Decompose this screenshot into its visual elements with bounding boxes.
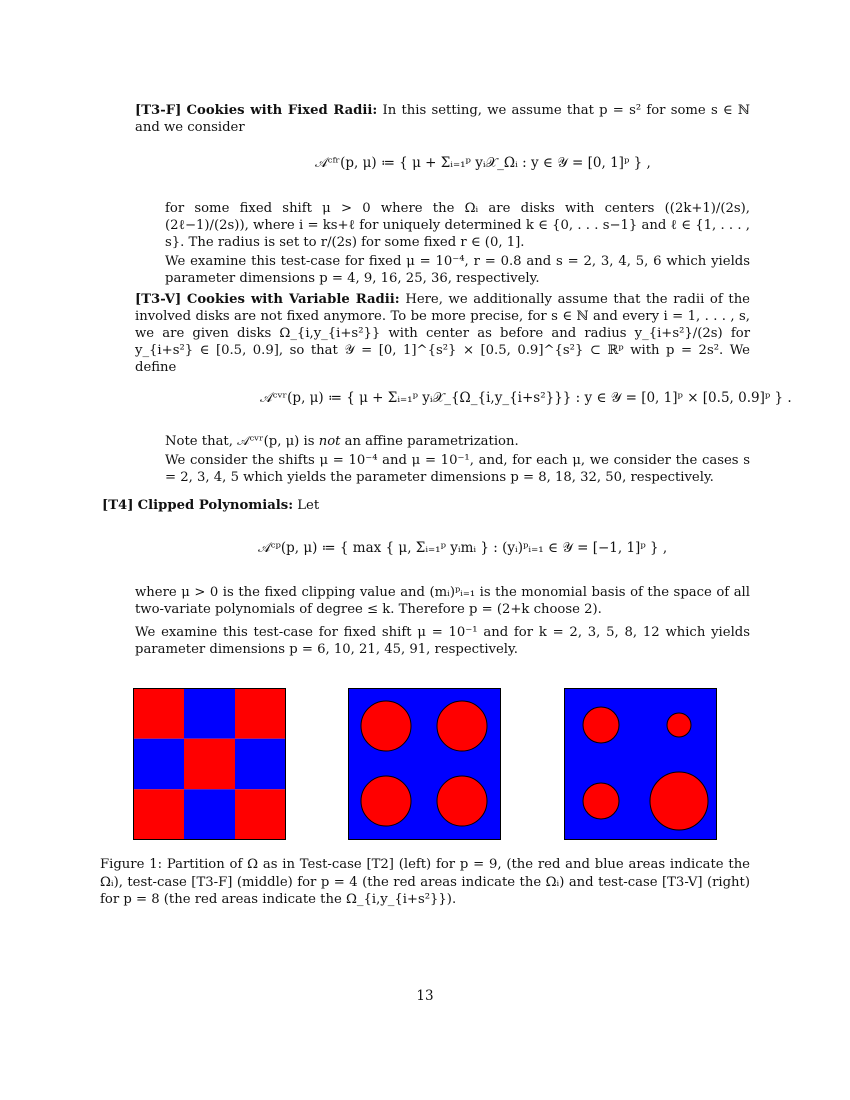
t3f-tag: [T3-F] — [135, 103, 182, 118]
figure-right-variable-disks — [564, 688, 717, 840]
checker-cell — [235, 789, 286, 840]
t3v-intro-text: Here, we additionally assume that the radii of the involved disks are not fixed anymore. To be more precise, for s ∈ ℕ and every i = 1, . . . , s, we are given disks Ω_{i,y_{i+s²}} with center as before and radius y_{i+s²}/(2s) for y_{i+s²} ∈ [0.5, 0.9], so that 𝒴 = [0, 1]^{s²} × [0.5, 0.9]^{s²} ⊂ ℝᵖ with p = 2s². We define — [135, 292, 750, 375]
checker-cell — [235, 739, 286, 790]
t3v-note-post: an affine parametrization. — [340, 434, 519, 449]
figure-left-checkerboard — [133, 688, 286, 840]
checker-cell — [184, 688, 235, 739]
t3v-tag: [T3-V] — [135, 292, 182, 307]
t3v-note-em: not — [318, 434, 341, 449]
t3f-heading: Cookies with Fixed Radii: — [186, 103, 378, 118]
disk — [583, 707, 619, 743]
t4-after1: where μ > 0 is the fixed clipping value and (mᵢ)ᵖᵢ₌₁ is the monomial basis of the space of all two-variate polynomials of degree ≤ k. Therefore p = (2+k choose 2). — [135, 585, 750, 617]
t4-intro-text: Let — [297, 498, 320, 513]
t3v-heading: Cookies with Variable Radii: — [186, 292, 400, 307]
t3f-after2: We examine this test-case for fixed μ = 10⁻⁴, r = 0.8 and s = 2, 3, 4, 5, 6 which yields parameter dimensions p = 4, 9, 16, 25, 36, respectively. — [165, 254, 750, 286]
checker-cell — [184, 739, 235, 790]
page-number: 13 — [416, 988, 434, 1004]
disk — [650, 772, 708, 830]
t3f-after1: for some fixed shift μ > 0 where the Ωᵢ are disks with centers ((2k+1)/(2s), (2ℓ−1)/(2s)), where i = ks+ℓ for uniquely determined k ∈ {0, . . . s−1} and ℓ ∈ {1, . . . , s}. The radius is set to r/(2s) for some fixed r ∈ (0, 1]. — [165, 201, 750, 250]
disk — [361, 701, 411, 751]
checker-cell — [184, 789, 235, 840]
checker-cell — [235, 688, 286, 739]
t3v-after: We consider the shifts μ = 10⁻⁴ and μ = 10⁻¹, and, for each μ, we consider the cases s = 2, 3, 4, 5 which yields the parameter dimensions p = 8, 18, 32, 50, respectively. — [165, 453, 750, 485]
t4-heading: Clipped Polynomials: — [137, 498, 294, 513]
disk — [437, 776, 487, 826]
t4-equation: 𝒜ᶜᵖ(p, μ) ≔ { max { μ, Σᵢ₌₁ᵖ yᵢmᵢ } : (yᵢ)ᵖᵢ₌₁ ∈ 𝒴 = [−1, 1]ᵖ } , — [258, 540, 668, 556]
t3f-equation: 𝒜ᶜᶠʳ(p, μ) ≔ { μ + Σᵢ₌₁ᵖ yᵢ𝒳_Ωᵢ : y ∈ 𝒴 = [0, 1]ᵖ } , — [315, 155, 651, 171]
disk — [437, 701, 487, 751]
t4-intro — [102, 497, 750, 514]
t3v-note-pre: Note that, 𝒜ᶜᵛʳ(p, μ) is — [165, 434, 319, 449]
t3f-intro — [135, 102, 750, 136]
t3f-intro-text: In this setting, we assume that p = s² for some s ∈ ℕ and we consider — [135, 103, 750, 135]
t3v-note — [165, 433, 750, 450]
disk — [667, 713, 691, 737]
disk — [361, 776, 411, 826]
t3v-intro — [135, 291, 750, 376]
disk — [583, 783, 619, 819]
figure-caption: Figure 1: Partition of Ω as in Test-case [T2] (left) for p = 9, (the red and blue areas indicate the Ωᵢ), test-case [T3-F] (middle) for p = 4 (the red areas indicate the Ωᵢ) and test-case [T3-V] (right) for p = 8 (the red areas indicate the Ω_{i,y_{i+s²}}). — [100, 857, 750, 907]
figure-middle-fixed-disks — [348, 688, 501, 840]
t4-tag: [T4] — [102, 498, 134, 513]
checker-cell — [133, 688, 184, 739]
checker-cell — [133, 739, 184, 790]
t3v-equation: 𝒜ᶜᵛʳ(p, μ) ≔ { μ + Σᵢ₌₁ᵖ yᵢ𝒳_{Ω_{i,y_{i+s²}}} : y ∈ 𝒴 = [0, 1]ᵖ × [0.5, 0.9]ᵖ } . — [260, 390, 792, 406]
checker-cell — [133, 789, 184, 840]
t4-after2: We examine this test-case for fixed shift μ = 10⁻¹ and for k = 2, 3, 5, 8, 12 which yields parameter dimensions p = 6, 10, 21, 45, 91, respectively. — [135, 625, 750, 657]
